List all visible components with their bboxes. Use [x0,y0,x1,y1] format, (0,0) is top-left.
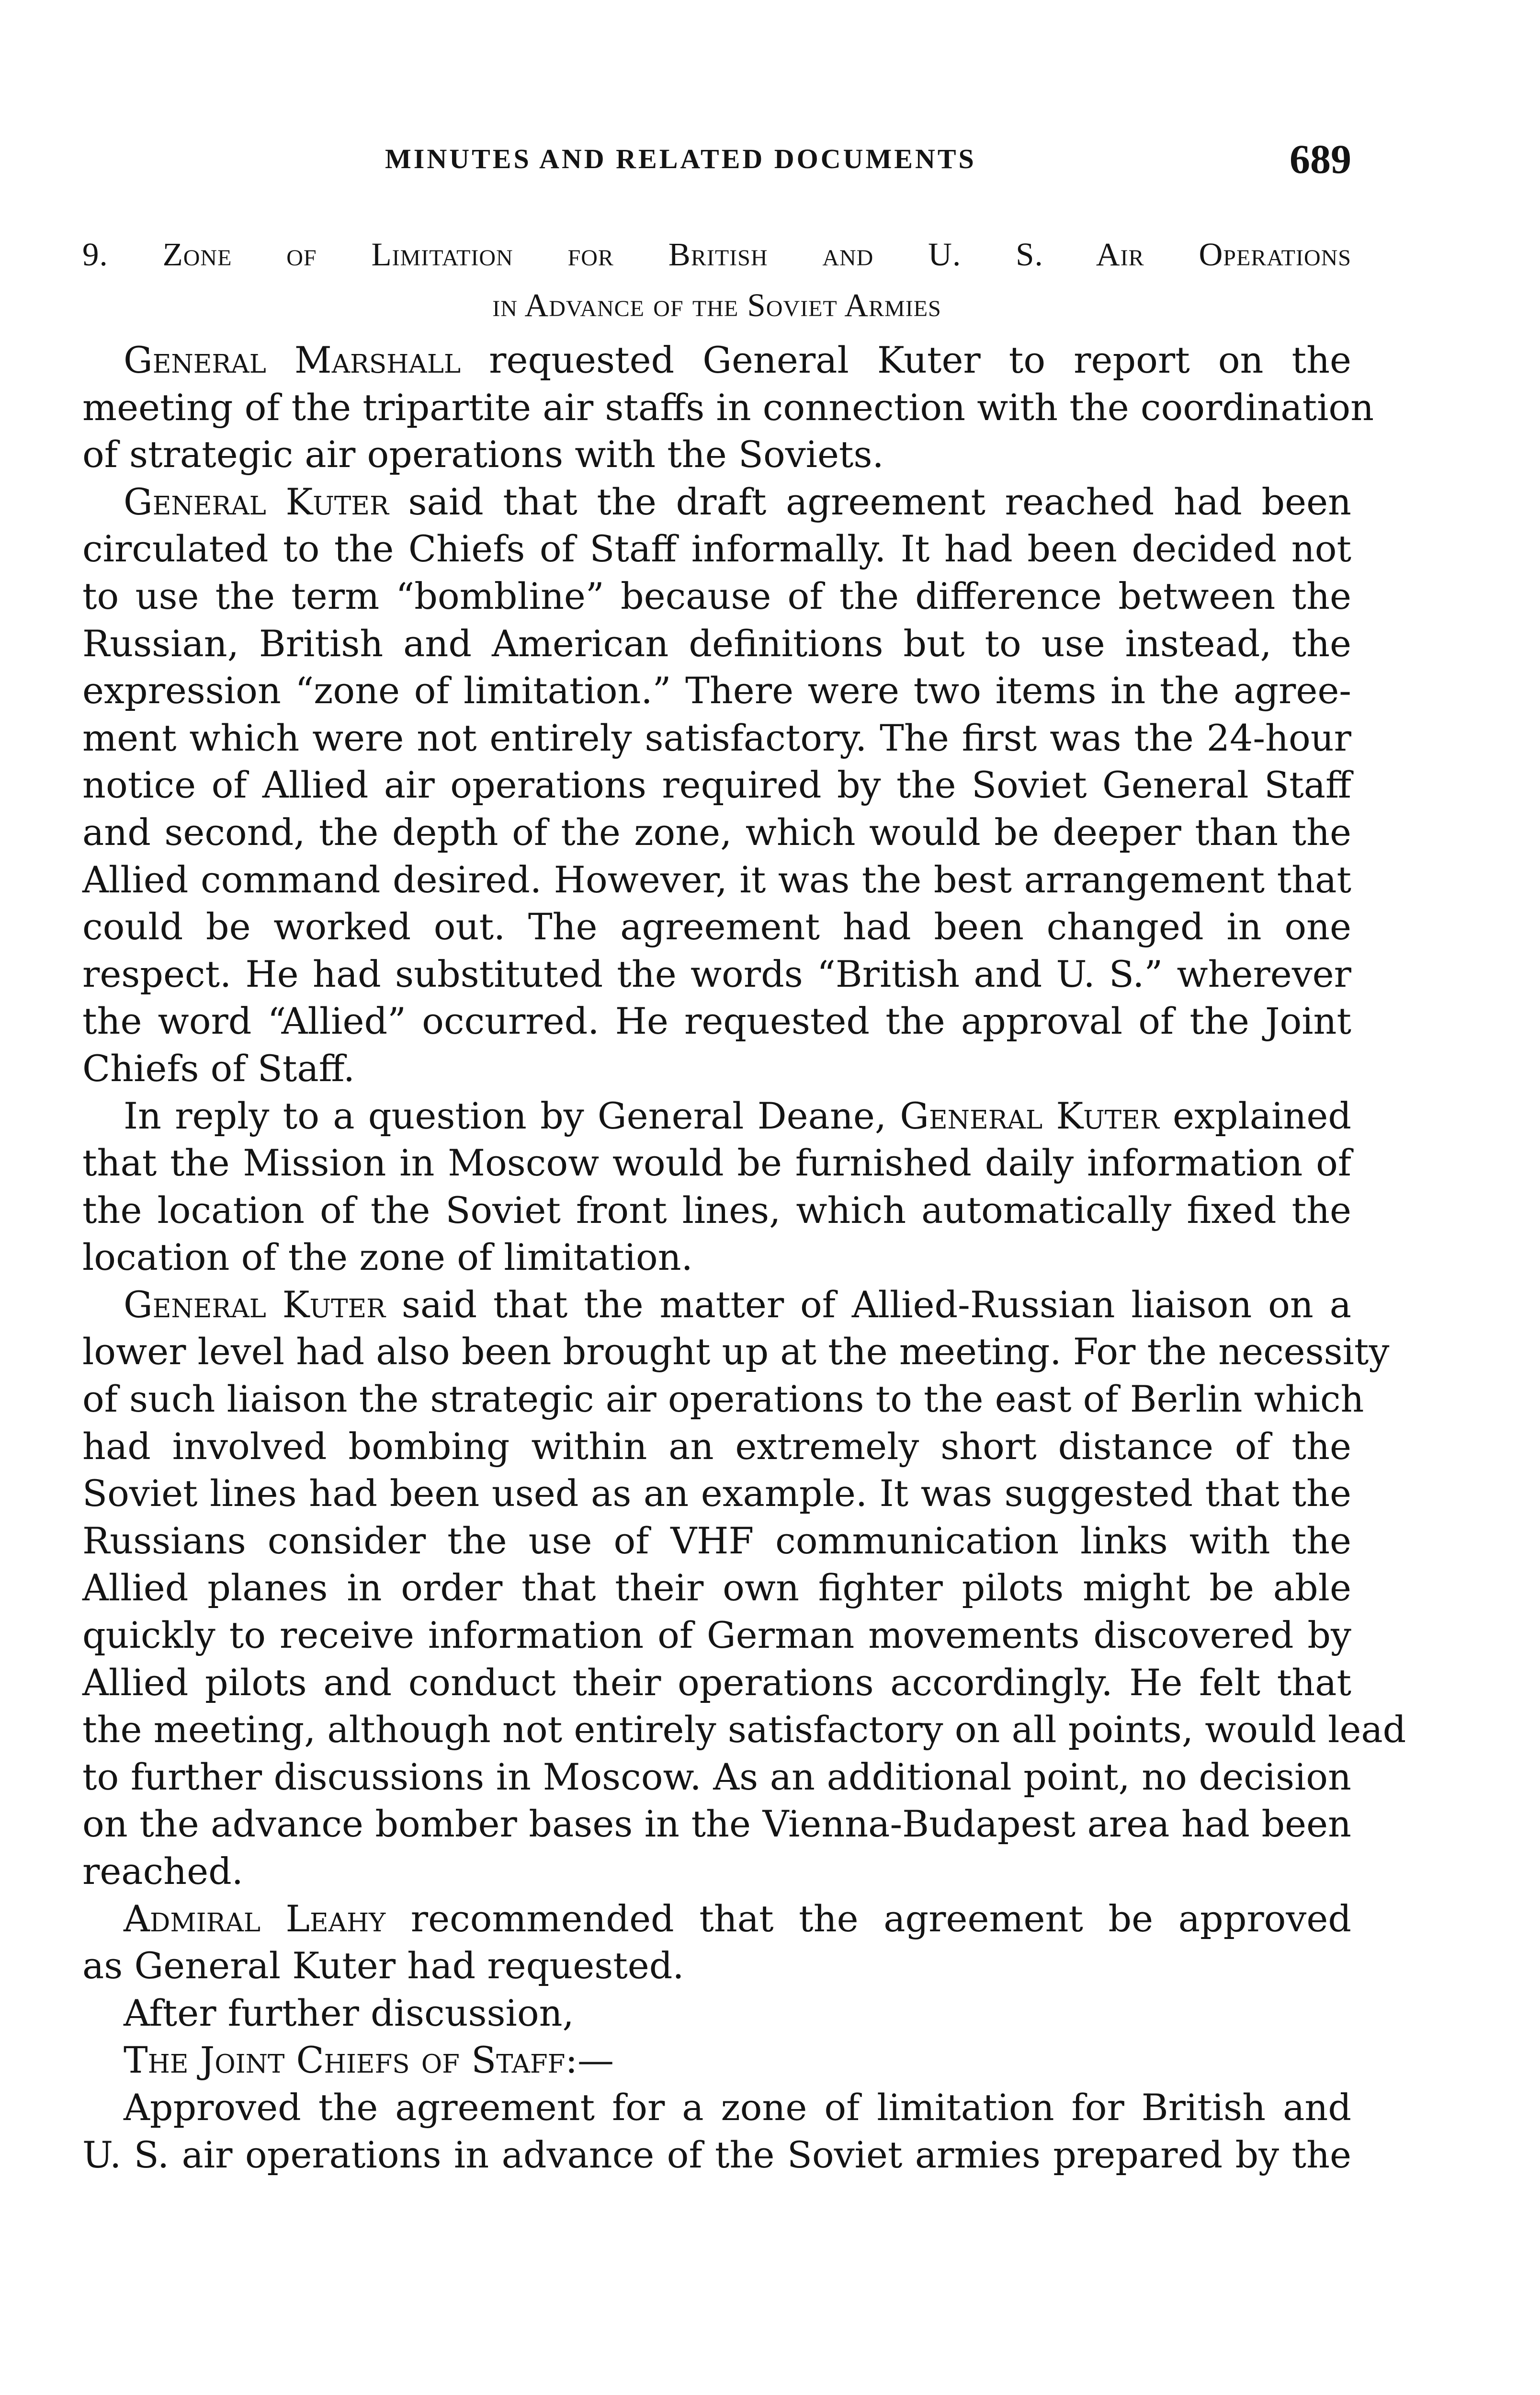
text-line [82,1281,1351,1329]
text-line: Russian, British and American definitions but to use instead, the [82,622,1351,665]
text-line: respect. He had substituted the words “British and U. S.” wherever [82,952,1351,995]
section-heading [82,229,1351,331]
speaker-name: The Joint Chiefs of Staff [124,2039,566,2082]
line-text: said that the matter of Allied-Russian liaison on a [385,1283,1352,1326]
text-line: circulated to the Chiefs of Staff informally. It had been decided not [82,527,1351,570]
text-line: Allied command desired. However, it was the best arrangement that [82,858,1351,901]
speaker-name: General Kuter [900,1094,1159,1137]
text-line: location of the zone of limitation. [82,1236,693,1279]
speaker-name: Admiral Leahy [124,1897,386,1940]
text-line: Allied pilots and conduct their operations accordingly. He felt that [82,1661,1351,1704]
text-line: and second, the depth of the zone, which would be deeper than the [82,810,1351,854]
text-line: expression “zone of limitation.” There were two items in the agree- [82,669,1351,712]
running-header [82,136,1351,192]
section-heading-line-1: 9. Zone of Limitation for British and U. S. Air Operations [82,236,1351,273]
text-line: the word “Allied” occurred. He requested the approval of the Joint [82,1000,1351,1043]
text-line: of such liaison the strategic air operations to the east of Berlin which [82,1378,1364,1421]
paragraph [82,2037,1351,2084]
text-line: of strategic air operations with the Soviets. [82,433,884,476]
paragraph [82,2084,1351,2178]
text-line: had involved bombing within an extremely short distance of the [82,1425,1351,1468]
text-line: notice of Allied air operations required by the Soviet General Staff [82,764,1351,807]
text-line [82,1895,1351,1943]
paragraph [82,1895,1351,1990]
body-text [82,337,1406,2178]
text-line: ment which were not entirely satisfactory. The first was the 24-hour [82,716,1351,759]
speaker-name: General Kuter [124,480,389,523]
text-line: that the Mission in Moscow would be furnished daily information of [82,1141,1351,1185]
text-line: to further discussions in Moscow. As an additional point, no decision [82,1755,1351,1798]
text-line: meeting of the tripartite air staffs in connection with the coordination [82,386,1374,429]
text-line: reached. [82,1850,243,1893]
page-number: 689 [1290,136,1351,182]
line-text: :— [565,2039,614,2082]
paragraph [82,1990,1351,2037]
text-line [82,479,1351,526]
line-text: requested General Kuter to report on the [461,339,1351,381]
paragraph [82,337,1374,479]
text-line: U. S. air operations in advance of the Soviet armies prepared by the [82,2133,1351,2176]
text-line: Soviet lines had been used as an example. It was suggested that the [82,1472,1351,1515]
text-line: to use the term “bombline” because of the difference between the [82,574,1351,617]
text-line: the location of the Soviet front lines, which automatically fixed the [82,1188,1351,1232]
text-line: Approved the agreement for a zone of limitation for British and [124,2086,1351,2129]
paragraph [82,1281,1406,1895]
text-line: quickly to receive information of German movements discovered by [82,1614,1351,1657]
text-line [82,337,1351,384]
speaker-name: General Kuter [124,1283,386,1326]
text-line: as General Kuter had requested. [82,1944,684,1987]
section-heading-line-2: in Advance of the Soviet Armies [492,287,941,323]
paragraph [82,1093,1351,1281]
text-line: could be worked out. The agreement had been changed in one [82,905,1351,948]
running-title: MINUTES AND RELATED DOCUMENTS [385,143,976,174]
line-text: In reply to a question by General Deane, [124,1094,900,1137]
line-text: recommended that the agreement be approved [385,1897,1351,1940]
text-line: on the advance bomber bases in the Vienna-Budapest area had been [82,1802,1351,1846]
text-line: Russians consider the use of VHF communication links with the [82,1519,1351,1562]
speaker-name: General Marshall [124,339,461,381]
text-line [82,1093,1351,1140]
text-line [82,2037,1351,2084]
paragraph [82,479,1351,1093]
text-line: Chiefs of Staff. [82,1047,355,1090]
text-line: the meeting, although not entirely satisfactory on all points, would lead [82,1708,1406,1751]
line-text: said that the draft agreement reached had been [388,480,1351,523]
text-line: lower level had also been brought up at the meeting. For the necessity [82,1330,1390,1373]
text-line: After further discussion, [124,1991,574,2034]
text-line: Allied planes in order that their own fighter pilots might be able [82,1566,1351,1609]
line-text: explained [1159,1094,1351,1137]
